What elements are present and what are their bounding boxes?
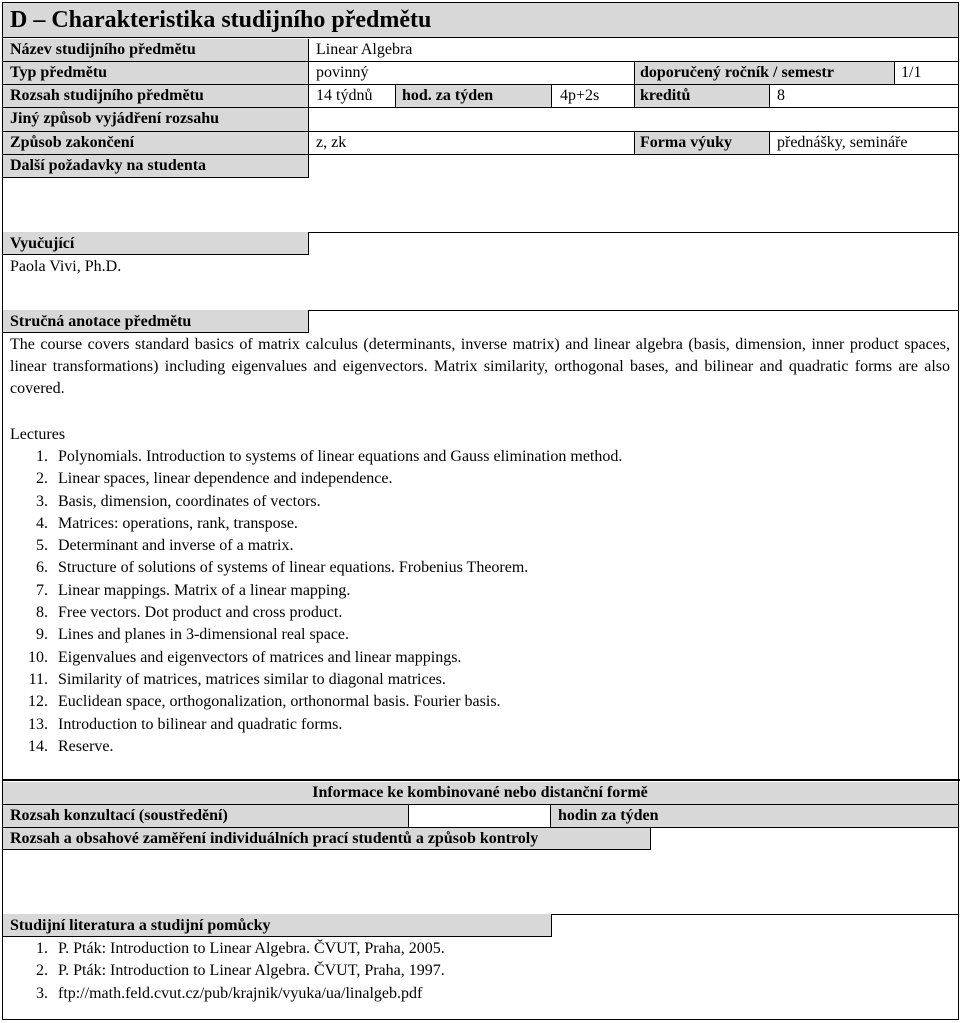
literature-item-text: ftp://math.feld.cvut.cz/pub/krajnik/vyuka/ua/linalgeb.pdf	[58, 984, 423, 1002]
table-rule	[3, 177, 309, 178]
lecture-item	[0, 647, 930, 669]
literature-item	[0, 960, 930, 982]
annotation-label: Stručná anotace předmětu	[10, 313, 192, 330]
literature-item-number: 2.	[36, 962, 48, 980]
teachers-label: Vyučující	[10, 235, 75, 252]
lecture-item	[0, 669, 930, 691]
lecture-item	[0, 468, 930, 490]
section-divider	[3, 779, 960, 781]
other-scope-label: Jiný způsob vyjádření rozsahu	[10, 110, 220, 127]
lecture-item-number: 5.	[36, 537, 48, 555]
lecture-list	[0, 446, 930, 758]
type-label: Typ předmětu	[10, 64, 108, 81]
literature-label: Studijní literatura a studijní pomůcky	[10, 917, 271, 934]
literature-list	[0, 938, 930, 1005]
table-rule	[769, 132, 770, 154]
lecture-item	[0, 446, 930, 468]
consult-hours-label: hodin za týden	[558, 807, 659, 824]
lecture-item-text: Matrices: operations, rank, transpose.	[58, 514, 298, 532]
hours-label: hod. za týden	[402, 87, 494, 104]
combined-heading: Informace ke kombinované nebo distanční formě	[312, 784, 648, 801]
table-rule	[894, 62, 895, 84]
lecture-item-number: 7.	[36, 581, 48, 599]
lecture-item-number: 14.	[28, 737, 48, 755]
table-rule	[408, 805, 409, 827]
requirements-label: Další požadavky na studenta	[10, 157, 207, 174]
lecture-item-text: Structure of solutions of systems of linear equations. Frobenius Theorem.	[58, 559, 529, 577]
lecture-item-number: 6.	[36, 559, 48, 577]
type-value: povinný	[316, 64, 369, 81]
teacher-name: Paola Vivi, Ph.D.	[10, 258, 122, 275]
table-rule	[769, 85, 770, 107]
form-value: přednášky, semináře	[777, 134, 908, 151]
table-rule	[634, 62, 635, 107]
lecture-item-number: 8.	[36, 604, 48, 622]
scope-label: Rozsah studijního předmětu	[10, 87, 204, 104]
credits-label: kreditů	[640, 87, 691, 104]
table-rule	[550, 805, 551, 827]
literature-item	[0, 983, 930, 1005]
course-name-value: Linear Algebra	[316, 41, 413, 58]
lecture-item-number: 9.	[36, 626, 48, 644]
lectures-label: Lectures	[10, 426, 66, 443]
lecture-item-text: Lines and planes in 3-dimensional real space.	[58, 626, 350, 644]
annotation-text: The course covers standard basics of matrix calculus (determinants, inverse matrix) and linear algebra (basis, dimension, inner product spaces, linear transformations) including eigenvalues and eigenvectors. Matrix similarity, orthogonal bases, and bilinear and quadratic forms are also covered.	[10, 336, 950, 397]
literature-item-number: 3.	[36, 984, 48, 1002]
lecture-item	[0, 691, 930, 713]
lecture-item-text: Introduction to bilinear and quadratic forms.	[58, 715, 343, 733]
table-rule	[634, 132, 635, 154]
table-rule	[551, 85, 552, 107]
individual-label: Rozsah a obsahové zaměření individuálních prací studentů a způsob kontroly	[10, 830, 539, 847]
lecture-item	[0, 491, 930, 513]
hours-value: 4p+2s	[560, 87, 600, 104]
lecture-item	[0, 557, 930, 579]
lecture-item	[0, 535, 930, 557]
lecture-item-text: Free vectors. Dot product and cross product.	[58, 604, 343, 622]
lecture-item	[0, 736, 930, 758]
lecture-item	[0, 602, 930, 624]
lecture-item	[0, 624, 930, 646]
lecture-item-text: Eigenvalues and eigenvectors of matrices and linear mappings.	[58, 648, 462, 666]
lecture-item-text: Basis, dimension, coordinates of vectors.	[58, 492, 321, 510]
consult-label: Rozsah konzultací (soustředění)	[10, 807, 228, 824]
lecture-item	[0, 714, 930, 736]
lecture-item	[0, 580, 930, 602]
table-rule	[395, 85, 396, 107]
literature-item-text: P. Pták: Introduction to Linear Algebra. ČVUT, Praha, 1997.	[58, 962, 445, 980]
year-value: 1/1	[901, 64, 922, 81]
table-rule	[308, 39, 309, 178]
literature-item-text: P. Pták: Introduction to Linear Algebra. ČVUT, Praha, 2005.	[58, 940, 445, 957]
lecture-item-text: Similarity of matrices, matrices similar to diagonal matrices.	[58, 670, 446, 688]
scope-weeks-value: 14 týdnů	[316, 87, 373, 104]
completion-value: z, zk	[316, 134, 347, 151]
year-label: doporučený ročník / semestr	[640, 64, 834, 81]
lecture-item-text: Reserve.	[58, 737, 114, 755]
literature-item	[0, 938, 930, 960]
credits-value: 8	[777, 87, 785, 104]
completion-label: Způsob zakončení	[10, 134, 135, 151]
course-name-label: Název studijního předmětu	[10, 41, 196, 58]
lecture-item-number: 1.	[36, 448, 48, 465]
lecture-item-number: 13.	[28, 715, 48, 733]
lecture-item-text: Euclidean space, orthogonalization, orthonormal basis. Fourier basis.	[58, 693, 501, 711]
lecture-item-number: 2.	[36, 470, 48, 488]
lecture-item-number: 3.	[36, 492, 48, 510]
lecture-item-number: 12.	[28, 693, 48, 711]
form-label: Forma výuky	[640, 134, 732, 151]
lecture-item-number: 11.	[28, 670, 48, 688]
lecture-item-number: 10.	[28, 648, 48, 666]
lecture-item-number: 4.	[36, 514, 48, 532]
lecture-item-text: Linear mappings. Matrix of a linear mapping.	[58, 581, 351, 599]
lecture-item-text: Determinant and inverse of a matrix.	[58, 537, 294, 555]
lecture-item-text: Polynomials. Introduction to systems of linear equations and Gauss elimination method.	[58, 448, 623, 465]
lecture-item	[0, 513, 930, 535]
literature-item-number: 1.	[36, 940, 48, 957]
page-title: D – Charakteristika studijního předmětu	[10, 7, 432, 33]
lecture-item-text: Linear spaces, linear dependence and independence.	[58, 470, 393, 488]
